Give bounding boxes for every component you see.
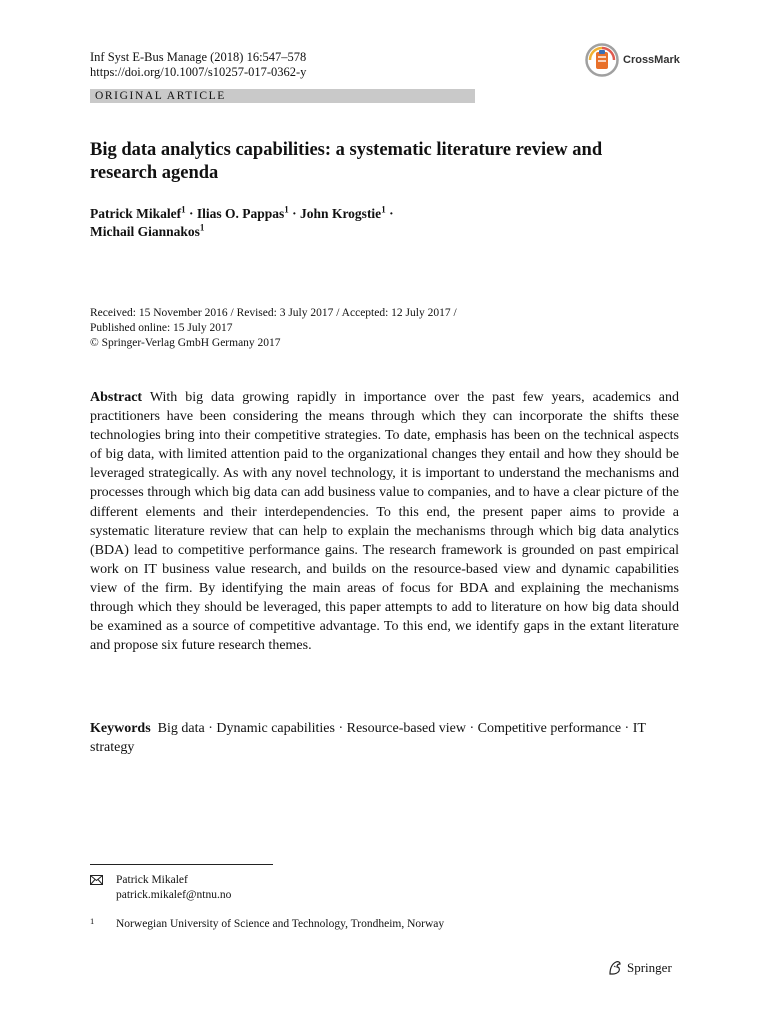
springer-horse-icon	[606, 959, 624, 977]
affiliation-number: 1	[90, 916, 95, 926]
envelope-icon	[90, 873, 116, 890]
contact-name: Patrick Mikalef	[116, 874, 188, 886]
affiliation-text: Norwegian University of Science and Technology, Trondheim, Norway	[116, 918, 445, 930]
author-separator: ·	[385, 206, 394, 221]
keywords-label: Keywords	[90, 721, 151, 736]
author-name[interactable]: John Krogstie	[300, 206, 382, 221]
corresponding-author	[90, 873, 231, 903]
author-affiliation-mark: 1	[181, 204, 186, 215]
copyright-line: © Springer-Verlag GmbH Germany 2017	[90, 337, 281, 349]
contact-email[interactable]: patrick.mikalef@ntnu.no	[116, 889, 232, 901]
doi-link[interactable]: https://doi.org/10.1007/s10257-017-0362-y	[90, 65, 307, 79]
author-separator: ·	[185, 206, 197, 221]
publisher-name: Springer	[627, 960, 672, 975]
author-list	[90, 205, 610, 241]
article-title: Big data analytics capabilities: a systematic literature review and research agenda	[90, 140, 603, 183]
published-online: Published online: 15 July 2017	[90, 322, 233, 334]
keywords	[90, 719, 679, 757]
footnote-divider	[90, 864, 273, 865]
abstract-label: Abstract	[90, 390, 143, 405]
crossmark-label: CrossMark	[623, 54, 680, 66]
article-type-label: ORIGINAL ARTICLE	[95, 90, 226, 102]
author-name[interactable]: Patrick Mikalef	[90, 206, 182, 221]
crossmark-badge[interactable]	[585, 43, 680, 77]
affiliation-footnote	[90, 917, 444, 932]
author-name[interactable]: Ilias O. Pappas	[196, 206, 285, 221]
author-separator: ·	[288, 206, 301, 221]
crossmark-icon	[585, 43, 619, 77]
author-affiliation-mark: 1	[284, 204, 289, 215]
author-affiliation-mark: 1	[199, 222, 205, 233]
author-name[interactable]: Michail Giannakos	[90, 224, 200, 239]
author-affiliation-mark: 1	[381, 204, 386, 215]
abstract-text: With big data growing rapidly in importance over the past few years, academics and practitioners have been considering the means through which they can incorporate the shifts these technologies bring into their competitive strategies. To date, emphasis has been on the technical aspects of big data, with limited attention paid to the organizational changes they entail and how they should be leveraged strategically. As with any novel technology, it is important to understand the mechanisms and processes through which big data can add business value to companies, and to have a clear picture of the different elements and their interdependencies. To this end, the present paper aims to provide a systematic literature review that can help to explain the mechanisms through which big data analytics (BDA) lead to competitive performance gains. The research framework is grounded on past empirical work on IT business value research, and builds on the resource-based view and dynamic capabilities view of the firm. By identifying the main areas of focus for BDA and explaining the mechanisms through which they should be leveraged, this paper attempts to add to literature on how big data should be examined as a source of competitive advantage. To this end, we identify gaps in the extant literature and propose six future research themes.	[90, 390, 680, 654]
journal-citation: Inf Syst E-Bus Manage (2018) 16:547–578	[90, 50, 307, 64]
received-revised-accepted: Received: 15 November 2016 / Revised: 3 July 2017 / Accepted: 12 July 2017 /	[90, 307, 457, 319]
publisher-logo	[606, 959, 672, 977]
publication-dates	[90, 306, 457, 351]
keywords-text: Big data · Dynamic capabilities · Resource-based view · Competitive performance · IT strategy	[90, 721, 646, 756]
abstract	[90, 388, 679, 655]
